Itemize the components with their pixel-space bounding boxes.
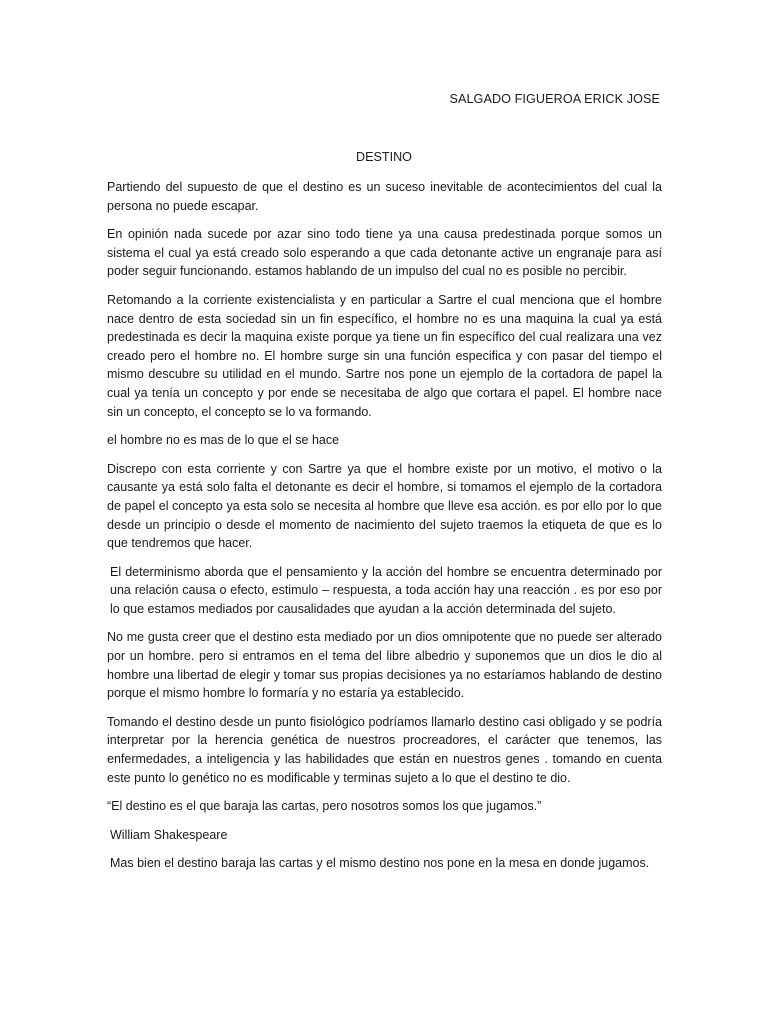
document-body — [107, 178, 662, 883]
paragraph-opinion: En opinión nada sucede por azar sino todo tiene ya una causa predestinada porque somos un sistema el cual ya está creado solo esperando a que cada detonante active un engranaje para así poder seguir funcionando. estamos hablando de un impulso del cual no es posible no percibir. — [107, 227, 662, 279]
author-name: SALGADO FIGUEROA ERICK JOSE — [449, 92, 660, 106]
paragraph-quote-sartre: el hombre no es mas de lo que el se hace — [107, 433, 340, 448]
paragraph-sartre: Retomando a la corriente existencialista y en particular a Sartre el cual menciona que el hombre nace dentro de esta sociedad sin un fin específico, el hombre no es una maquina la cual ya está predestinada es decir la maquina existe porque ya tiene un fin específico del cual realizara una vez creado pero el hombre no. El hombre surge sin una función especifica y con pasar del tiempo el mismo descubre su utilidad en el mundo. Sartre nos pone un ejemplo de la cortadora de papel la cual ya tenía un concepto y por ende se necesitaba de algo que cortara el papel. El hombre nace sin un concepto, el concepto se lo va formando. — [107, 292, 662, 419]
document-title: DESTINO — [356, 150, 412, 164]
paragraph-physiology: Tomando el destino desde un punto fisiológico podríamos llamarlo destino casi obligado y se podría interpretar por la herencia genética de nuestros procreadores, el carácter que tenemos, las enfermedades, a inteligencia y las habilidades que están en nuestros genes . tomando en cuenta este punto lo genético no es modificable y terminas sujeto a lo que el destino te dio. — [107, 714, 662, 785]
paragraph-quote-author: William Shakespeare — [110, 827, 228, 842]
paragraph-shakespeare-quote: “El destino es el que baraja las cartas, pero nosotros somos los que jugamos.” — [107, 799, 542, 814]
paragraph-determinism: El determinismo aborda que el pensamiento y la acción del hombre se encuentra determinado por una relación causa o efecto, estimulo – respuesta, a toda acción hay una reacción . es por eso por lo que estamos mediados por causalidades que ayudan a la acción determinada del sujeto. — [110, 564, 662, 616]
paragraph-discrepancy: Discrepo con esta corriente y con Sartre ya que el hombre existe por un motivo, el motivo o la causante ya está solo falta el detonante es decir el hombre, si tomamos el ejemplo de la cortadora de papel el concepto ya esta solo se necesita al hombre que lleve esa acción. es por ello por lo que desde un principio o desde el momento de nacimiento del sujeto traemos la etiqueta de que es lo que tendremos que hacer. — [107, 461, 662, 551]
paragraph-intro: Partiendo del supuesto de que el destino es un suceso inevitable de acontecimientos del cual la persona no puede escapar. — [107, 180, 662, 213]
paragraph-conclusion: Mas bien el destino baraja las cartas y el mismo destino nos pone en la mesa en donde jugamos. — [110, 856, 650, 871]
paragraph-free-will: No me gusta creer que el destino esta mediado por un dios omnipotente que no puede ser alterado por un hombre. pero si entramos en el tema del libre albedrio y suponemos que un dios le dio al hombre una libertad de elegir y tomar sus propias decisiones ya no estaríamos hablando de destino porque el mismo hombre lo formaría y no estaría ya establecido. — [107, 630, 662, 701]
